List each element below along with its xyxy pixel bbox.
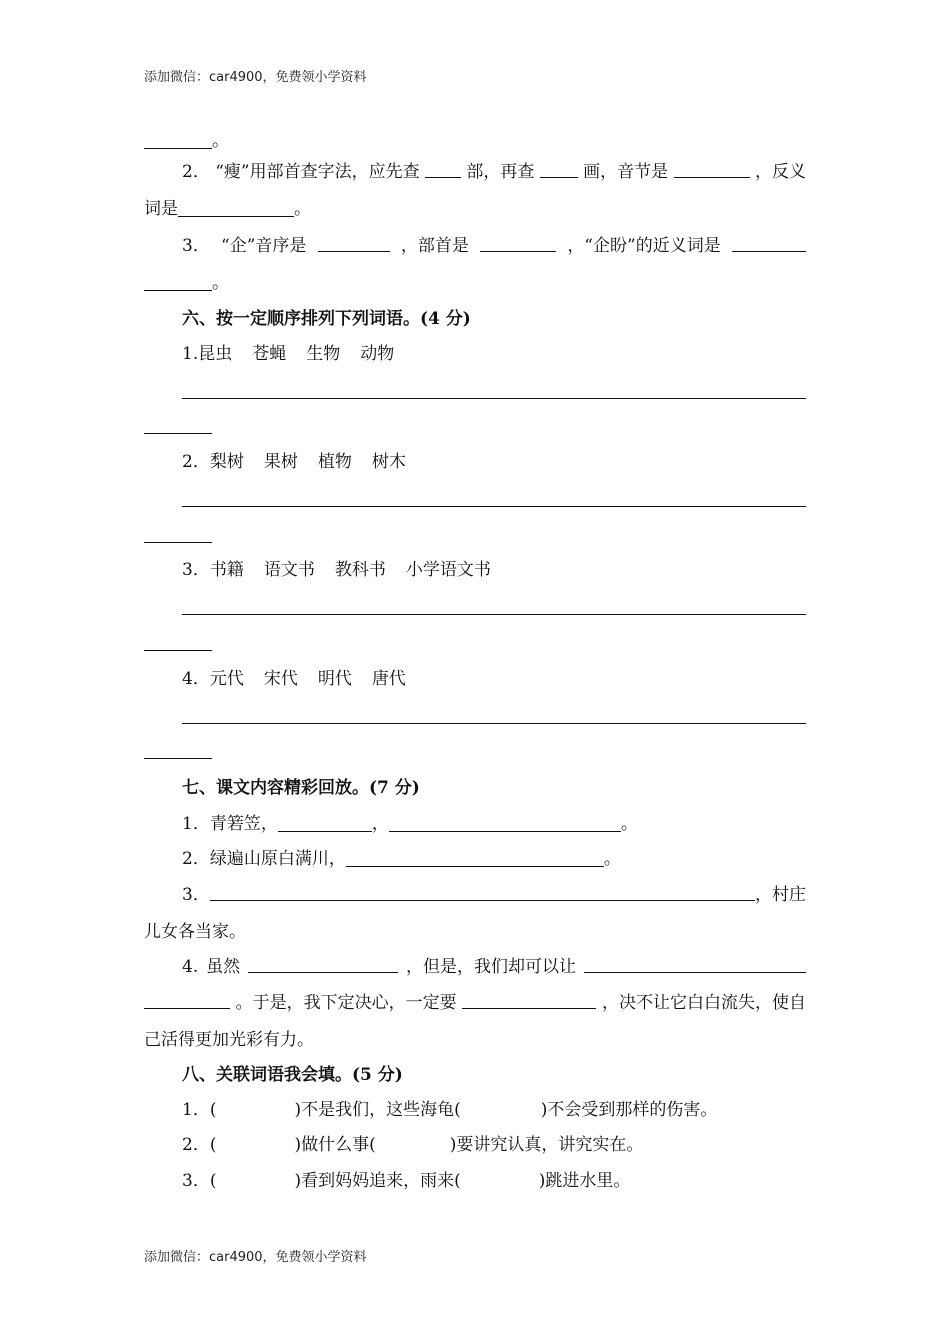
s7-q1: 1．青箬笠， ， 。 — [182, 814, 638, 834]
answer-blank[interactable] — [389, 814, 621, 832]
answer-blank[interactable] — [178, 199, 294, 217]
s6-item-4: 4．元代 宋代 明代 唐代 — [182, 669, 406, 689]
answer-blank[interactable] — [584, 955, 806, 973]
s7-q2: 2．绿遍山原白满川， 。 — [182, 849, 621, 869]
s8-q1: 1．( )不是我们，这些海龟( )不会受到那样的伤害。 — [182, 1100, 718, 1120]
s5-q2-line1: 2． “瘦”用部首查字法，应先查 部，再查 画，音节是 ，反义 — [182, 162, 806, 182]
answer-blank[interactable] — [480, 234, 556, 252]
answer-blank[interactable] — [540, 160, 578, 178]
answer-line[interactable] — [182, 614, 806, 615]
s5-q3-line1: 3． “企”音序是 ，部首是 ，“企盼”的近义词是 — [182, 234, 806, 258]
answer-blank[interactable] — [248, 955, 398, 973]
answer-blank[interactable] — [732, 234, 806, 252]
s5-q2-line2: 词是 。 — [144, 199, 311, 219]
answer-blank[interactable] — [462, 991, 596, 1009]
answer-line[interactable] — [182, 723, 806, 724]
answer-line[interactable] — [182, 506, 806, 507]
page-footer: 添加微信：car4900，免费领小学资料 — [144, 1250, 367, 1265]
answer-blank[interactable] — [346, 849, 604, 867]
page-header: 添加微信：car4900，免费领小学资料 — [144, 70, 367, 85]
answer-line[interactable] — [144, 650, 212, 651]
answer-line[interactable] — [144, 433, 212, 434]
s8-q2: 2．( )做什么事( )要讲究认真，讲究实在。 — [182, 1135, 644, 1155]
answer-blank[interactable] — [144, 131, 212, 149]
answer-line[interactable] — [182, 398, 806, 399]
s7-q4-line2: 。于是，我下定决心，一定要 ，决不让它白白流失，使自 — [144, 991, 806, 1015]
answer-blank[interactable] — [210, 883, 755, 901]
s7-q3-line2: 儿女各当家。 — [144, 922, 246, 942]
answer-blank[interactable] — [144, 273, 212, 291]
s8-q3: 3．( )看到妈妈追来，雨来( )跳进水里。 — [182, 1171, 631, 1191]
s7-q4-line3: 己活得更加光彩有力。 — [144, 1030, 314, 1050]
section-7-title: 七、课文内容精彩回放。(7 分) — [182, 778, 420, 798]
answer-line[interactable] — [144, 542, 212, 543]
s7-q4-line1: 4. 虽然 ，但是，我们却可以让 — [182, 955, 806, 979]
answer-blank[interactable] — [318, 234, 390, 252]
section-8-title: 八、关联词语我会填。(5 分) — [182, 1065, 403, 1085]
answer-blank[interactable] — [278, 814, 372, 832]
answer-blank[interactable] — [425, 160, 461, 178]
s6-item-1: 1.昆虫 苍蝇 生物 动物 — [182, 344, 395, 364]
s6-item-3: 3．书籍 语文书 教科书 小学语文书 — [182, 560, 491, 580]
s7-q3-line1: 3． ，村庄 — [182, 885, 806, 905]
answer-blank[interactable] — [674, 160, 750, 178]
s5-q3-line2: 。 — [144, 271, 806, 295]
answer-blank[interactable] — [144, 991, 230, 1009]
answer-line[interactable] — [144, 758, 212, 759]
section-6-title: 六、按一定顺序排列下列词语。(4 分) — [182, 309, 471, 329]
s6-item-2: 2．梨树 果树 植物 树木 — [182, 452, 406, 472]
s5-line-continuation: 。 — [144, 129, 806, 153]
